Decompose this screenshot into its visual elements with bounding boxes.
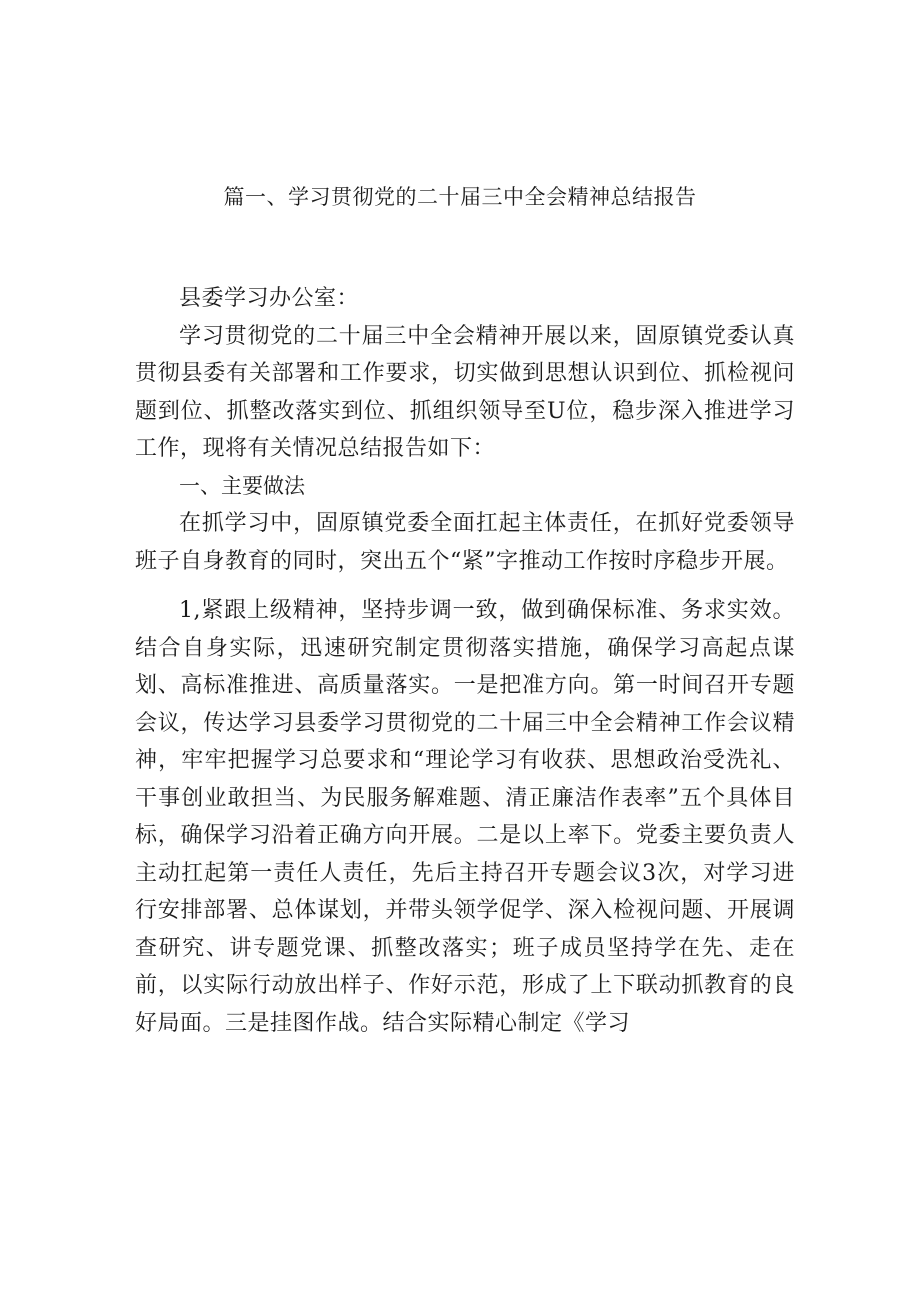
- salutation: 县委学习办公室：: [179, 286, 360, 311]
- document-title: 篇一、学习贯彻党的二十届三中全会精神总结报告: [223, 185, 697, 209]
- section-intro-paragraph: 在抓学习中，固原镇党委全面扛起主体责任，在抓好党委领导班子自身教育的同时，突出五个“紧”字推动工作按时序稳步开展。: [135, 511, 795, 574]
- point-one-paragraph: 1,紧跟上级精神，坚持步调一致，做到确保标准、务求实效。结合自身实际，迅速研究制定贯彻落实措施，确保学习高起点谋划、高标准推进、高质量落实。一是把准方向。第一时间召开专题会议，传达学习县委学习贯彻党的二十届三中全会精神工作会议精神，牢牢把握学习总要求和“理论学习有收获、思想政治受洗礼、干事创业敢担当、为民服务解难题、清正廉洁作表率”五个具体目标，确保学习沿着正确方向开展。二是以上率下。党委主要负责人主动扛起第一责任人责任，先后主持召开专题会议3次，对学习进行安排部署、总体谋划，并带头领学促学、深入检视问题、开展调查研究、讲专题党课、抓整改落实；班子成员坚持学在先、走在前，以实际行动放出样子、作好示范，形成了上下联动抓教育的良好局面。三是挂图作战。结合实际精心制定《学习: [135, 598, 795, 1036]
- section-heading-main-practices: 一、主要做法: [179, 473, 305, 498]
- paragraph-gap: [135, 580, 795, 592]
- document-body: [135, 280, 795, 1042]
- intro-paragraph: 学习贯彻党的二十届三中全会精神开展以来，固原镇党委认真贯彻县委有关部署和工作要求，切实做到思想认识到位、抓检视问题到位、抓整改落实到位、抓组织领导至U位，稳步深入推进学习工作，现将有关情况总结报告如下：: [135, 323, 795, 461]
